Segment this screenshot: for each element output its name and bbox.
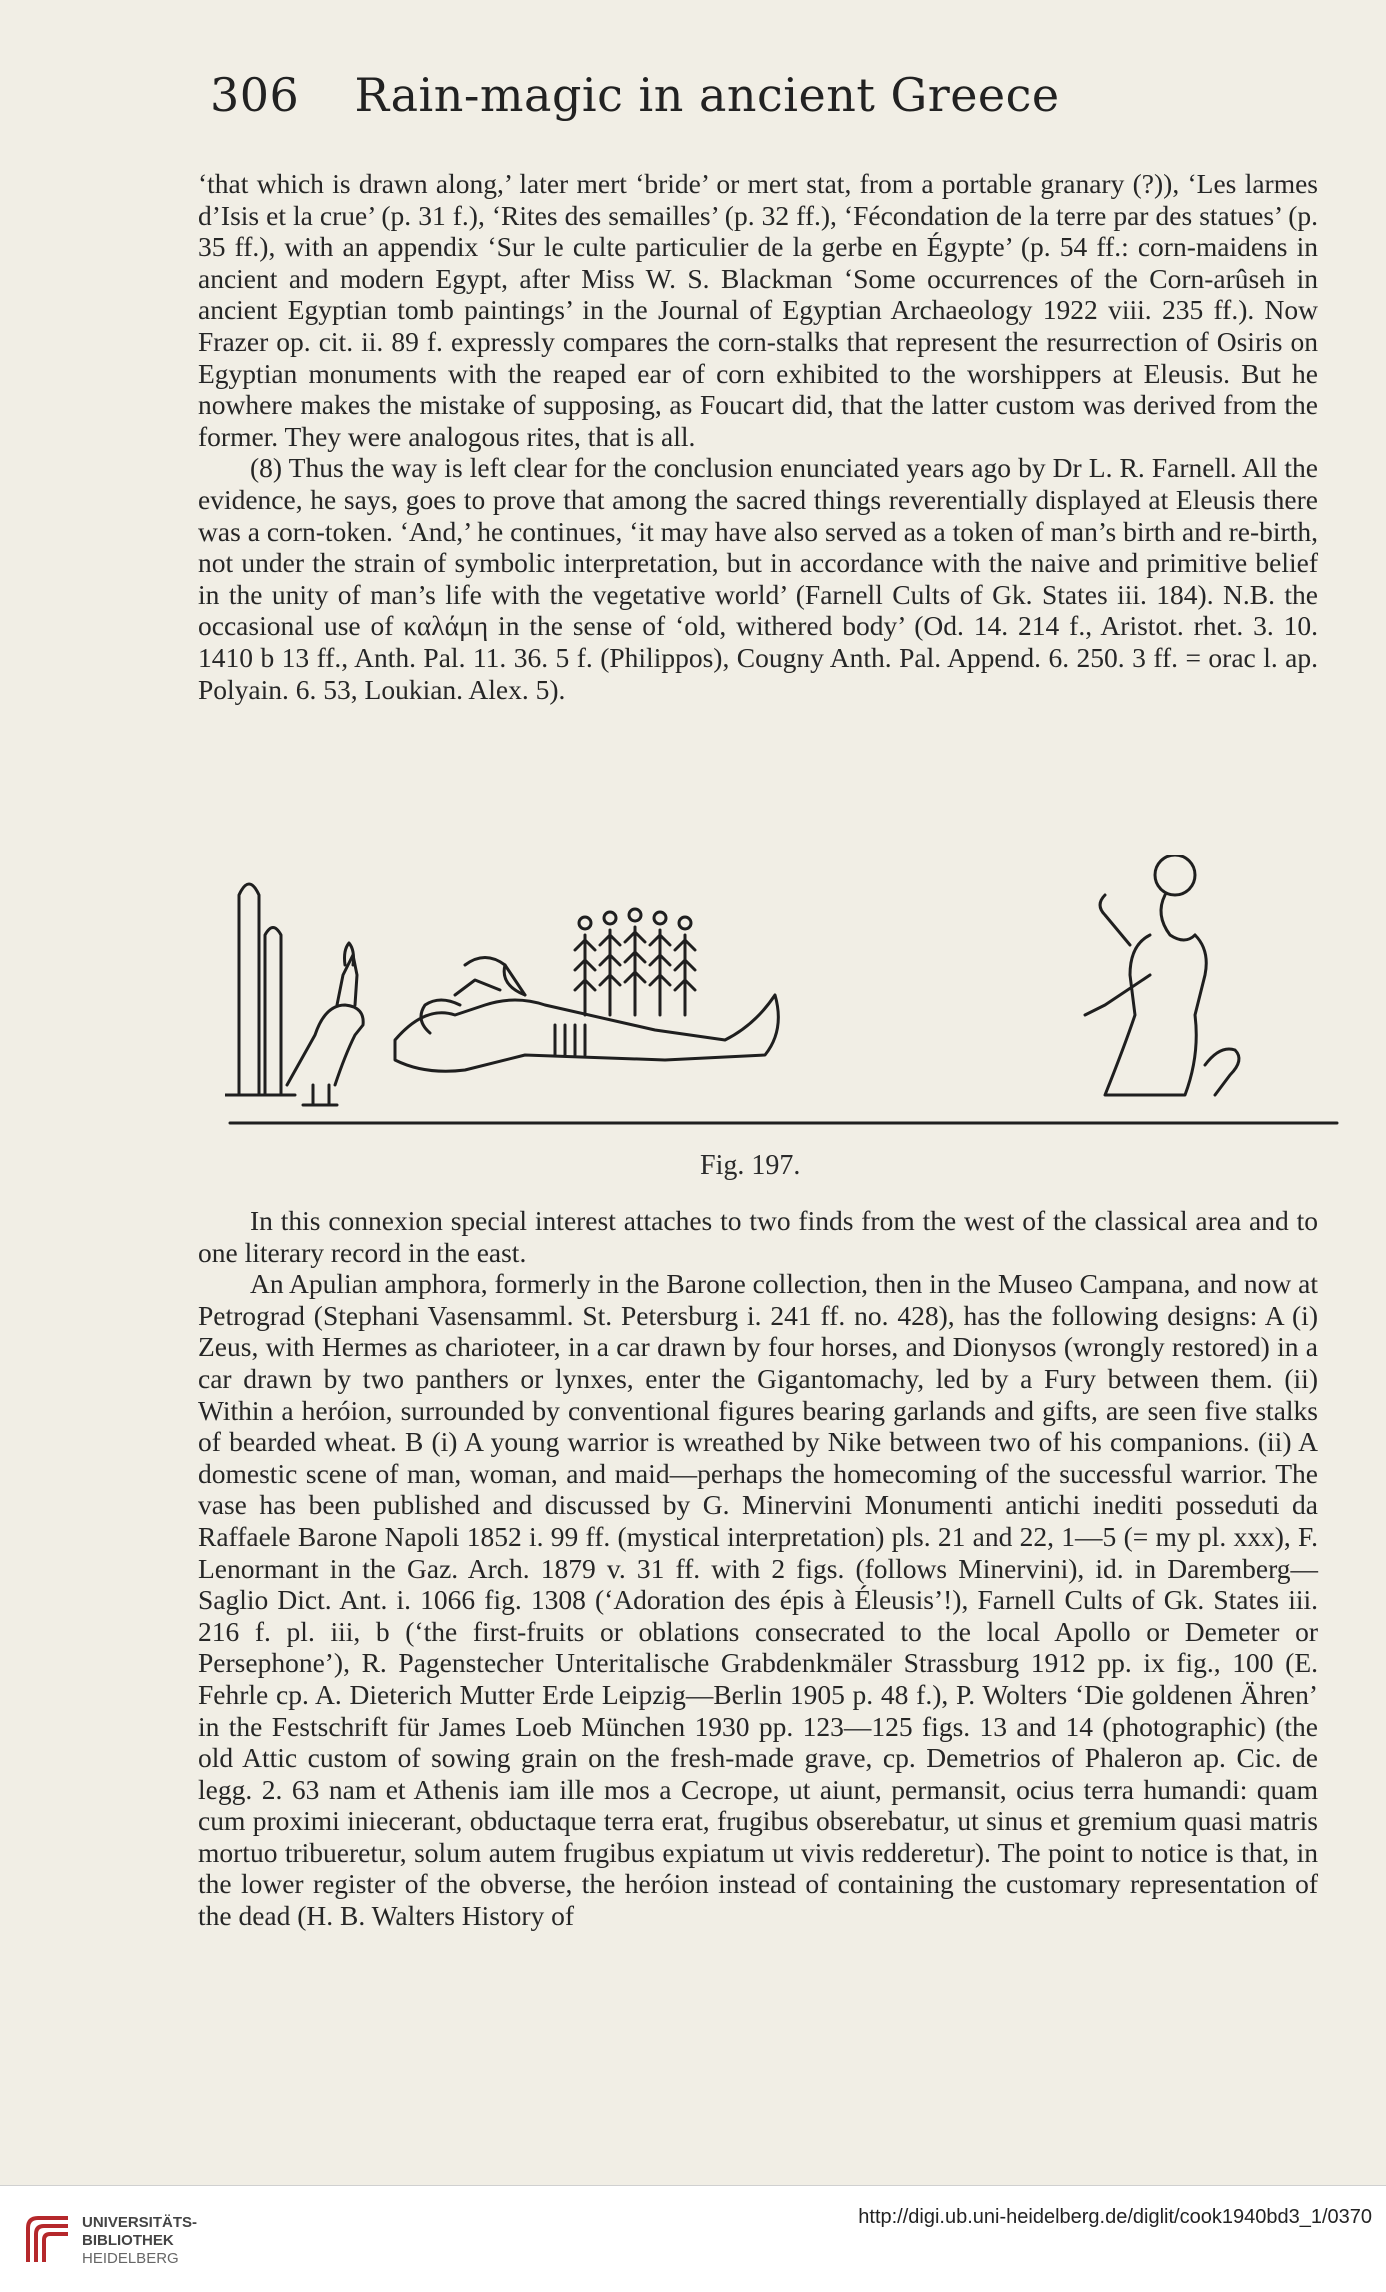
obelisk-right (265, 928, 281, 1096)
wheat-stalks (575, 909, 695, 1015)
library-logo-icon (18, 2210, 78, 2270)
goddess-figure (1085, 855, 1239, 1095)
mummy-figure (395, 958, 778, 1072)
figure-caption: Fig. 197. (700, 1150, 801, 1181)
running-head (210, 68, 1210, 122)
page-number: 306 (210, 68, 300, 122)
library-line-3: HEIDELBERG (82, 2250, 179, 2267)
viewer-footer (0, 2185, 1386, 2292)
library-line-2: BIBLIOTHEK (82, 2232, 174, 2249)
obelisk-left (239, 884, 259, 1095)
paragraph: An Apulian amphora, formerly in the Barone collection, then in the Museo Campana, and now at Petrograd (Stephani Vasensamml. St. Petersburg i. 241 ff. no. 428), has the following designs: A (i) Zeus, with Hermes as charioteer, in a car drawn by four horses, and Dionysos (wrongly restored) in a car drawn by two panthers or lynxes, enter the Gigantomachy, led by a Fury between them. (ii) Within a heróion, surrounded by conventional figures bearing garlands and gifts, are seen five stalks of bearded wheat. B (i) A young warrior is wreathed by Nike between two of his companions. (ii) A domestic scene of man, woman, and maid—perhaps the homecoming of the successful warrior. The vase has been published and discussed by G. Minervini Monumenti antichi inediti posseduti da Raffaele Barone Napoli 1852 i. 99 ff. (mystical interpretation) pls. 21 and 22, 1—5 (= my pl. xxx), F. Lenormant in the Gaz. Arch. 1879 v. 31 ff. with 2 figs. (follows Minervini), id. in Daremberg—Saglio Dict. Ant. i. 1066 fig. 1308 (‘Adoration des épis à Éleusis’!), Farnell Cults of Gk. States iii. 216 f. pl. iii, b (‘the first-fruits or oblations consecrated to the local Apollo or Demeter or Persephone’), R. Pagenstecher Unteritalische Grabdenkmäler Strassburg 1912 pp. ix fig., 100 (E. Fehrle cp. A. Dieterich Mutter Erde Leipzig—Berlin 1905 p. 48 f.), P. Wolters ‘Die goldenen Ähren’ in the Festschrift für James Loeb München 1930 pp. 123—125 figs. 13 and 14 (photographic) (the old Attic custom of sowing grain on the fresh-made grave, cp. Demetrios of Phaleron ap. Cic. de legg. 2. 63 nam et Athenis iam ille mos a Cecrope, ut aiunt, permansit, ocius terra humandi: quam cum proximi iniecerant, obductaque terra erat, frugibus obserebatur, ut sinus et gremium quasi matris mortuo tribueretur, solum autem frugibus expiatum ut vivis redderetur). The point to notice is that, in the lower register of the obverse, the heróion instead of containing the customary representation of the dead (H. B. Walters History of (198, 1268, 1318, 1932)
figure-197-illustration (225, 855, 1345, 1135)
source-url-link[interactable]: http://digi.ub.uni-heidelberg.de/diglit/cook1940bd3_1/0370 (858, 2206, 1372, 2228)
paragraph: (8) Thus the way is left clear for the conclusion enunciated years ago by Dr L. R. Farnell. All the evidence, he says, goes to prove that among the sacred things reverentially displayed at Eleusis there was a corn-token. ‘And,’ he continues, ‘it may have also served as a token of man’s birth and re-birth, not under the strain of symbolic interpretation, but in accordance with the naive and primitive belief in the unity of man’s life with the vegetative world’ (Farnell Cults of Gk. States iii. 184). N.B. the occasional use of καλάμη in the sense of ‘old, withered body’ (Od. 14. 214 f., Aristot. rhet. 3. 10. 1410 b 13 ff., Anth. Pal. 11. 36. 5 f. (Philippos), Cougny Anth. Pal. Append. 6. 250. 3 ff. = orac l. ap. Polyain. 6. 53, Loukian. Alex. 5). (198, 452, 1318, 705)
library-line-1: UNIVERSITÄTS- (82, 2214, 198, 2231)
paragraph: ‘that which is drawn along,’ later mert ‘bride’ or mert stat, from a portable granary (?)), ‘Les larmes d’Isis et la crue’ (p. 31 f.), ‘Rites des semailles’ (p. 32 ff.), ‘Fécondation de la terre par des statues’ (p. 35 ff.), with an appendix ‘Sur le culte particulier de la gerbe en Égypte’ (p. 54 ff.: corn-maidens in ancient and modern Egypt, after Miss W. S. Blackman ‘Some occurrences of the Corn-arûseh in ancient Egyptian tomb paintings’ in the Journal of Egyptian Archaeology 1922 viii. 235 ff.). Now Frazer op. cit. ii. 89 f. expressly compares the corn-stalks that represent the resurrection of Osiris on Egyptian monuments with the reaped ear of corn exhibited to the worshippers at Eleusis. But he nowhere makes the mistake of supposing, as Foucart did, that the latter custom was derived from the former. They were analogous rites, that is all. (198, 168, 1318, 452)
running-title: Rain-magic in ancient Greece (354, 68, 1060, 122)
falcon-figure (287, 943, 363, 1105)
paragraph: In this connexion special interest attaches to two finds from the west of the classical area and to one literary record in the east. (198, 1205, 1318, 1268)
text-block-top (198, 168, 1318, 705)
library-name (82, 2214, 197, 2268)
text-block-bottom (198, 1205, 1318, 1932)
